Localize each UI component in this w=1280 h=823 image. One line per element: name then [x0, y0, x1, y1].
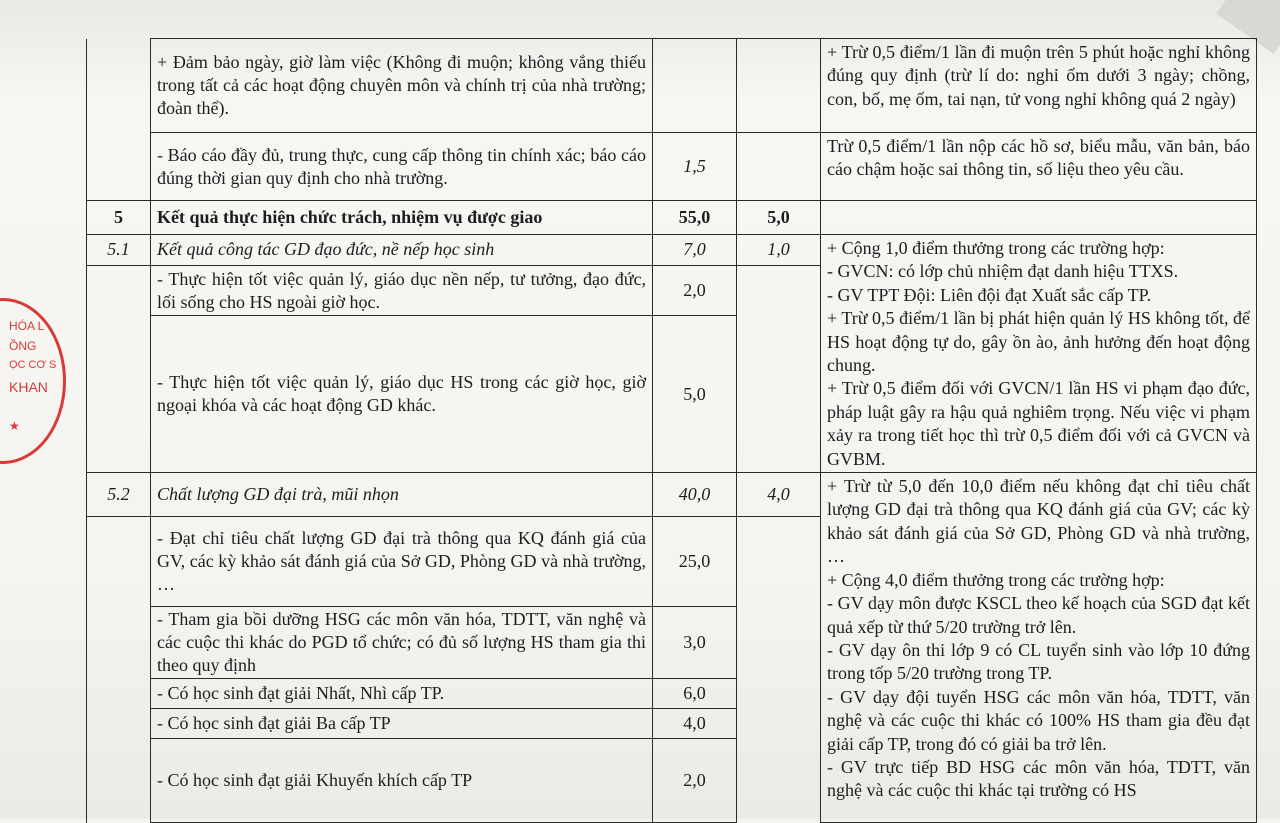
score-cell: 1,5	[653, 133, 737, 201]
score-cell: 6,0	[653, 679, 737, 709]
stt-cell	[87, 133, 151, 201]
section-title: Kết quả thực hiện chức trách, nhiệm vụ được giao	[151, 201, 653, 235]
stt-cell: 5.2	[87, 473, 151, 517]
bonus-cell	[737, 709, 821, 739]
note-line: + Cộng 4,0 điểm thưởng trong các trường hợp:	[827, 569, 1165, 590]
content-cell: + Đảm bảo ngày, giờ làm việc (Không đi muộn; không vắng thiếu trong tất cả các hoạt động chuyên môn và chính trị của nhà trường; đoàn thể).	[151, 39, 653, 133]
stt-cell	[87, 679, 151, 709]
stt-cell	[87, 607, 151, 679]
note-line: - GV dạy môn được KSCL theo kế hoạch của SGD đạt kết quả xếp từ thứ 5/20 trường trở lên.	[827, 593, 1250, 637]
score-cell: 5,0	[653, 316, 737, 473]
bonus-cell	[737, 739, 821, 823]
note-line: - GVCN: có lớp chủ nhiệm đạt danh hiệu TTXS.	[827, 261, 1179, 282]
bonus-cell	[737, 517, 821, 607]
red-seal-stamp: HÓA L ỒNG ỌC CƠ S KHAN ★	[0, 298, 66, 464]
stt-cell	[87, 739, 151, 823]
score-cell: 25,0	[653, 517, 737, 607]
section-row	[87, 473, 1257, 517]
note-line: + Cộng 1,0 điểm thưởng trong các trường hợp:	[827, 238, 1165, 258]
bonus-cell	[737, 679, 821, 709]
score-cell	[653, 39, 737, 133]
stt-cell	[87, 316, 151, 473]
section-title: Kết quả công tác GD đạo đức, nề nếp học sinh	[151, 235, 653, 266]
note-line: - GV trực tiếp BD HSG các môn văn hóa, TDTT, văn nghệ và các cuộc thi khác tại trường có HS	[827, 756, 1250, 801]
content-cell: - Có học sinh đạt giải Ba cấp TP	[151, 709, 653, 739]
stt-cell: 5.1	[87, 235, 151, 266]
stt-cell	[87, 265, 151, 315]
content-cell: - Tham gia bồi dưỡng HSG các môn văn hóa, TDTT, văn nghệ và các cuộc thi khác do PGD tổ chức; có đủ số lượng HS tham gia thi theo quy định	[151, 607, 653, 679]
note-cell: + Trừ 0,5 điểm/1 lần đi muộn trên 5 phút hoặc nghỉ không đúng quy định (trừ lí do: nghỉ ốm dưới 3 ngày; chồng, con, bố, mẹ ốm, tai nạn, tử vong nghỉ không quá 2 ngày)	[821, 39, 1257, 133]
table-row	[87, 133, 1257, 201]
stt-cell	[87, 39, 151, 133]
note-cell: Trừ 0,5 điểm/1 lần nộp các hồ sơ, biểu mẫu, văn bản, báo cáo chậm hoặc sai thông tin, số liệu theo yêu cầu.	[821, 133, 1257, 201]
section-row	[87, 201, 1257, 235]
bonus-cell: 1,0	[737, 235, 821, 266]
bonus-cell	[737, 39, 821, 133]
section-row	[87, 235, 1257, 266]
note-line: - GV TPT Đội: Liên đội đạt Xuất sắc cấp TP.	[827, 284, 1152, 305]
bonus-cell	[737, 316, 821, 473]
evaluation-table	[86, 38, 1257, 823]
score-cell: 40,0	[653, 473, 737, 517]
note-cell	[821, 201, 1257, 235]
content-cell: - Có học sinh đạt giải Nhất, Nhì cấp TP.	[151, 679, 653, 709]
score-cell: 7,0	[653, 235, 737, 266]
score-cell: 2,0	[653, 265, 737, 315]
content-cell: - Thực hiện tốt việc quản lý, giáo dục HS trong các giờ học, giờ ngoại khóa và các hoạt động GD khác.	[151, 316, 653, 473]
bonus-cell	[737, 265, 821, 315]
section-title: Chất lượng GD đại trà, mũi nhọn	[151, 473, 653, 517]
note-line: + Trừ từ 5,0 đến 10,0 điểm nếu không đạt chỉ tiêu chất lượng GD đại trà thông qua KQ đánh giá của GV; các kỳ khảo sát đánh giá của Sở GD, Phòng GD và nhà trường, …	[827, 476, 1250, 567]
note-line: - GV dạy đội tuyển HSG các môn văn hóa, TDTT, văn nghệ và các cuộc thi khác có 100% HS tham gia đều đạt giải cấp TP, trong đó có giải ba trở lên.	[827, 686, 1250, 754]
stt-cell	[87, 709, 151, 739]
score-cell: 4,0	[653, 709, 737, 739]
score-cell: 55,0	[653, 201, 737, 235]
table-row	[87, 39, 1257, 133]
bonus-cell	[737, 607, 821, 679]
content-cell: - Đạt chỉ tiêu chất lượng GD đại trà thông qua KQ đánh giá của GV, các kỳ khảo sát đánh giá của Sở GD, Phòng GD và nhà trường, …	[151, 517, 653, 607]
note-line: + Trừ 0,5 điểm/1 lần bị phát hiện quản lý HS không tốt, để HS hoạt động tự do, gây ồn ào, ảnh hưởng đến hoạt động chung.	[827, 308, 1250, 376]
note-cell	[821, 235, 1257, 473]
content-cell: - Báo cáo đầy đủ, trung thực, cung cấp thông tin chính xác; báo cáo đúng thời gian quy định cho nhà trường.	[151, 133, 653, 201]
stt-cell	[87, 517, 151, 607]
content-cell: - Có học sinh đạt giải Khuyến khích cấp TP	[151, 739, 653, 823]
score-cell: 2,0	[653, 739, 737, 823]
note-line: - GV dạy ôn thi lớp 9 có CL tuyển sinh vào lớp 10 đứng trong tốp 5/20 trường trong TP.	[827, 639, 1250, 684]
note-line: + Trừ 0,5 điểm đối với GVCN/1 lần HS vi phạm đạo đức, pháp luật gây ra hậu quả nghiêm trọng. Nếu việc vi phạm xảy ra trong tiết học thì trừ 0,5 điểm đối với cả GVCN và GVBM.	[827, 378, 1250, 469]
bonus-cell: 4,0	[737, 473, 821, 517]
bonus-cell: 5,0	[737, 201, 821, 235]
stt-cell: 5	[87, 201, 151, 235]
bonus-cell	[737, 133, 821, 201]
content-cell: - Thực hiện tốt việc quản lý, giáo dục nền nếp, tư tưởng, đạo đức, lối sống cho HS ngoài giờ học.	[151, 265, 653, 315]
note-cell	[821, 473, 1257, 823]
score-cell: 3,0	[653, 607, 737, 679]
